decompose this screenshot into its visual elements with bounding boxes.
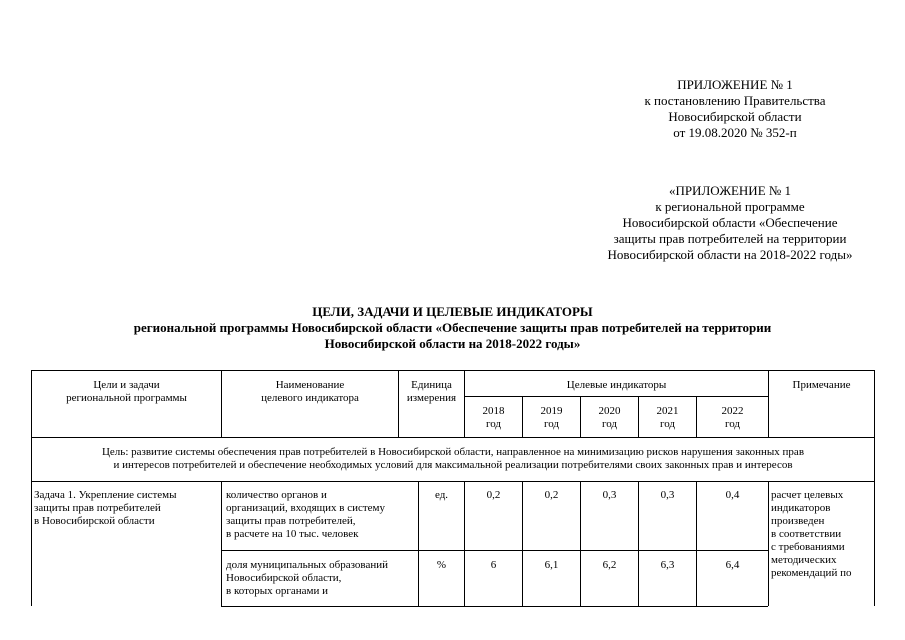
row1-unit: ед. [434,489,449,501]
indicator-line: организаций, входящих в систему [226,502,386,514]
table-border-right [874,370,875,606]
appendix-date: от 19.08.2020 № 352-п [673,125,797,140]
note-line: методических [771,554,837,566]
row2-unit: % [436,559,447,571]
table-divider [464,396,768,397]
year-unit: год [485,418,502,430]
note-line: произведен [771,515,825,527]
task-cell [34,489,219,528]
row1-indicator [226,489,418,541]
table-divider [221,481,222,606]
year-label: 2021 [656,405,679,417]
note-line: рекомендаций по [771,567,852,579]
year-unit: год [601,418,618,430]
program-appendix-line: Новосибирской области «Обеспечение [622,215,838,230]
table-divider [31,481,875,482]
note-cell [771,489,873,580]
year-unit: год [543,418,560,430]
header-note: Примечание [792,379,851,391]
row2-value-2020: 6,2 [602,559,617,571]
indicator-line: в которых органами и [226,585,329,597]
goal-row-line: и интересов потребителей и обеспечение необходимых условий для максимальной реализации потребителями своих законных прав и интересов [113,459,793,471]
table-border-top [31,370,875,371]
indicator-line: в расчете на 10 тыс. человек [226,528,359,540]
header-goals-line: Цели и задачи [93,379,160,391]
row2-value-2018: 6 [490,559,497,571]
appendix-line: Новосибирской области [668,109,802,124]
year-unit: год [724,418,741,430]
note-line: расчет целевых [771,489,844,501]
header-year-2021 [639,405,696,431]
table-border-left [31,370,32,606]
program-appendix-line: к региональной программе [655,199,805,214]
task-line: в Новосибирской области [34,515,155,527]
indicator-line: защиты прав потребителей, [226,515,356,527]
table-divider [221,606,768,607]
year-label: 2018 [482,405,505,417]
header-year-2020 [581,405,638,431]
indicator-line: Новосибирской области, [226,572,342,584]
row1-value-2019: 0,2 [544,489,559,501]
program-appendix-line: Новосибирской области на 2018-2022 годы» [607,247,853,262]
indicator-line: доля муниципальных образований [226,559,389,571]
table-divider [31,437,875,438]
table-divider [221,550,768,551]
program-appendix-line: защиты прав потребителей на территории [613,231,847,246]
header-unit-line: измерения [406,392,457,404]
program-appendix-title: «ПРИЛОЖЕНИЕ № 1 [668,183,792,198]
row1-value-2020: 0,3 [602,489,617,501]
note-line: с требованиями [771,541,845,553]
year-label: 2020 [598,405,621,417]
header-unit-line: Единица [411,379,452,391]
year-label: 2019 [540,405,563,417]
appendix-line: к постановлению Правительства [644,93,826,108]
note-line: в соответствии [771,528,842,540]
row1-value-2022: 0,4 [725,489,740,501]
header-goals-line: региональной программы [66,392,187,404]
row2-value-2022: 6,4 [725,559,740,571]
document-subtitle: Новосибирской области на 2018-2022 годы» [324,336,581,351]
row2-value-2019: 6,1 [544,559,559,571]
row2-indicator [226,559,418,598]
year-unit: год [659,418,676,430]
header-indicator-line: Наименование [275,379,345,391]
note-line: индикаторов [771,502,831,514]
header-target: Целевые индикаторы [566,379,667,391]
row2-value-2021: 6,3 [660,559,675,571]
table-divider [768,481,769,606]
row1-value-2021: 0,3 [660,489,675,501]
header-unit [399,379,464,405]
header-year-2019 [523,405,580,431]
goal-row-line: Цель: развитие системы обеспечения прав потребителей в Новосибирской области, направленное на минимизацию рисков нарушения законных прав [101,446,805,458]
task-line: Задача 1. Укрепление системы [34,489,177,501]
document-subtitle: региональной программы Новосибирской области «Обеспечение защиты прав потребителей на территории [133,320,772,335]
task-line: защиты прав потребителей [34,502,161,514]
header-indicator-line: целевого индикатора [261,392,359,404]
header-indicator [222,379,398,405]
header-year-2022 [697,405,768,431]
row1-value-2018: 0,2 [486,489,501,501]
header-goals [32,379,221,405]
appendix-title: ПРИЛОЖЕНИЕ № 1 [677,77,793,92]
goal-row [32,446,874,472]
document-title: ЦЕЛИ, ЗАДАЧИ И ЦЕЛЕВЫЕ ИНДИКАТОРЫ [312,304,593,319]
indicator-line: количество органов и [226,489,327,501]
year-label: 2022 [721,405,744,417]
header-year-2018 [465,405,522,431]
